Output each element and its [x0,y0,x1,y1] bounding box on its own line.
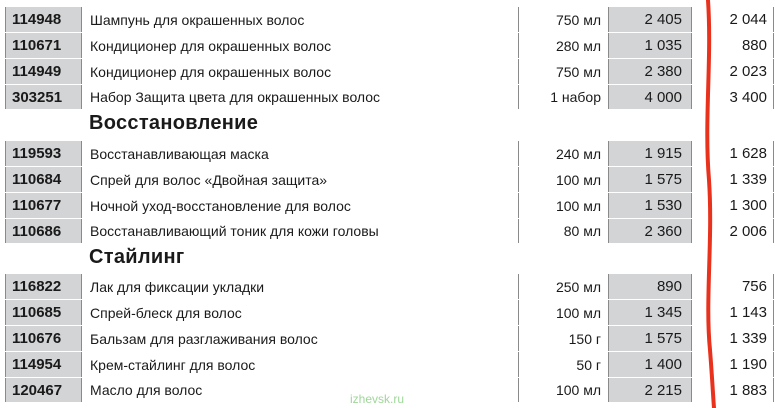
product-code: 120467 [5,378,82,402]
product-name: Шампунь для окрашенных волос [82,7,519,32]
product-price: 4 000 [609,85,692,109]
product-sale-price: 2 044 [692,7,774,32]
product-name: Кондиционер для окрашенных волос [82,33,519,58]
product-name: Спрей-блеск для волос [82,300,519,325]
product-sale-price: 756 [692,274,774,299]
product-price: 1 575 [609,167,692,192]
product-volume: 100 мл [519,378,609,402]
product-volume: 240 мл [519,141,609,166]
product-price: 2 360 [609,219,692,243]
product-volume: 50 г [519,352,609,377]
product-code: 114949 [5,59,82,84]
product-code: 110684 [5,167,82,192]
product-code: 303251 [5,85,82,109]
product-name: Бальзам для разглаживания волос [82,326,519,351]
product-price: 1 035 [609,33,692,58]
product-name: Крем-стайлинг для волос [82,352,519,377]
product-volume: 750 мл [519,7,609,32]
product-code: 110686 [5,219,82,243]
product-name: Восстанавливающий тоник для кожи головы [82,219,519,243]
product-price: 2 215 [609,378,692,402]
product-price: 1 400 [609,352,692,377]
product-volume: 100 мл [519,193,609,218]
product-volume: 1 набор [519,85,609,109]
product-volume: 100 мл [519,167,609,192]
product-sale-price: 1 190 [692,352,774,377]
product-sale-price: 1 300 [692,193,774,218]
product-volume: 100 мл [519,300,609,325]
product-code: 110677 [5,193,82,218]
product-name: Восстанавливающая маска [82,141,519,166]
product-price: 2 405 [609,7,692,32]
product-volume: 250 мл [519,274,609,299]
product-volume: 750 мл [519,59,609,84]
product-code: 110671 [5,33,82,58]
product-price: 1 345 [609,300,692,325]
product-code: 110685 [5,300,82,325]
product-sale-price: 2 006 [692,219,774,243]
product-sale-price: 3 400 [692,85,774,109]
product-code: 110676 [5,326,82,351]
watermark: izhevsk.ru [350,392,405,406]
product-volume: 80 мл [519,219,609,243]
product-name: Лак для фиксации укладки [82,274,519,299]
product-sale-price: 1 883 [692,378,774,402]
product-name: Масло для волос [82,378,519,402]
product-price: 890 [609,274,692,299]
product-sale-price: 2 023 [692,59,774,84]
section-title-restoration: Восстановление [89,112,259,134]
product-code: 119593 [5,141,82,166]
product-name: Набор Защита цвета для окрашенных волос [82,85,519,109]
product-sale-price: 1 628 [692,141,774,166]
product-code: 114954 [5,352,82,377]
product-name: Кондиционер для окрашенных волос [82,59,519,84]
product-sale-price: 1 143 [692,300,774,325]
product-code: 114948 [5,7,82,32]
product-sale-price: 880 [692,33,774,58]
product-name: Спрей для волос «Двойная защита» [82,167,519,192]
product-price: 2 380 [609,59,692,84]
product-price: 1 530 [609,193,692,218]
section-title-styling: Стайлинг [89,246,185,268]
product-volume: 280 мл [519,33,609,58]
product-price: 1 915 [609,141,692,166]
product-volume: 150 г [519,326,609,351]
product-name: Ночной уход-восстановление для волос [82,193,519,218]
product-sale-price: 1 339 [692,326,774,351]
product-price: 1 575 [609,326,692,351]
product-code: 116822 [5,274,82,299]
product-sale-price: 1 339 [692,167,774,192]
